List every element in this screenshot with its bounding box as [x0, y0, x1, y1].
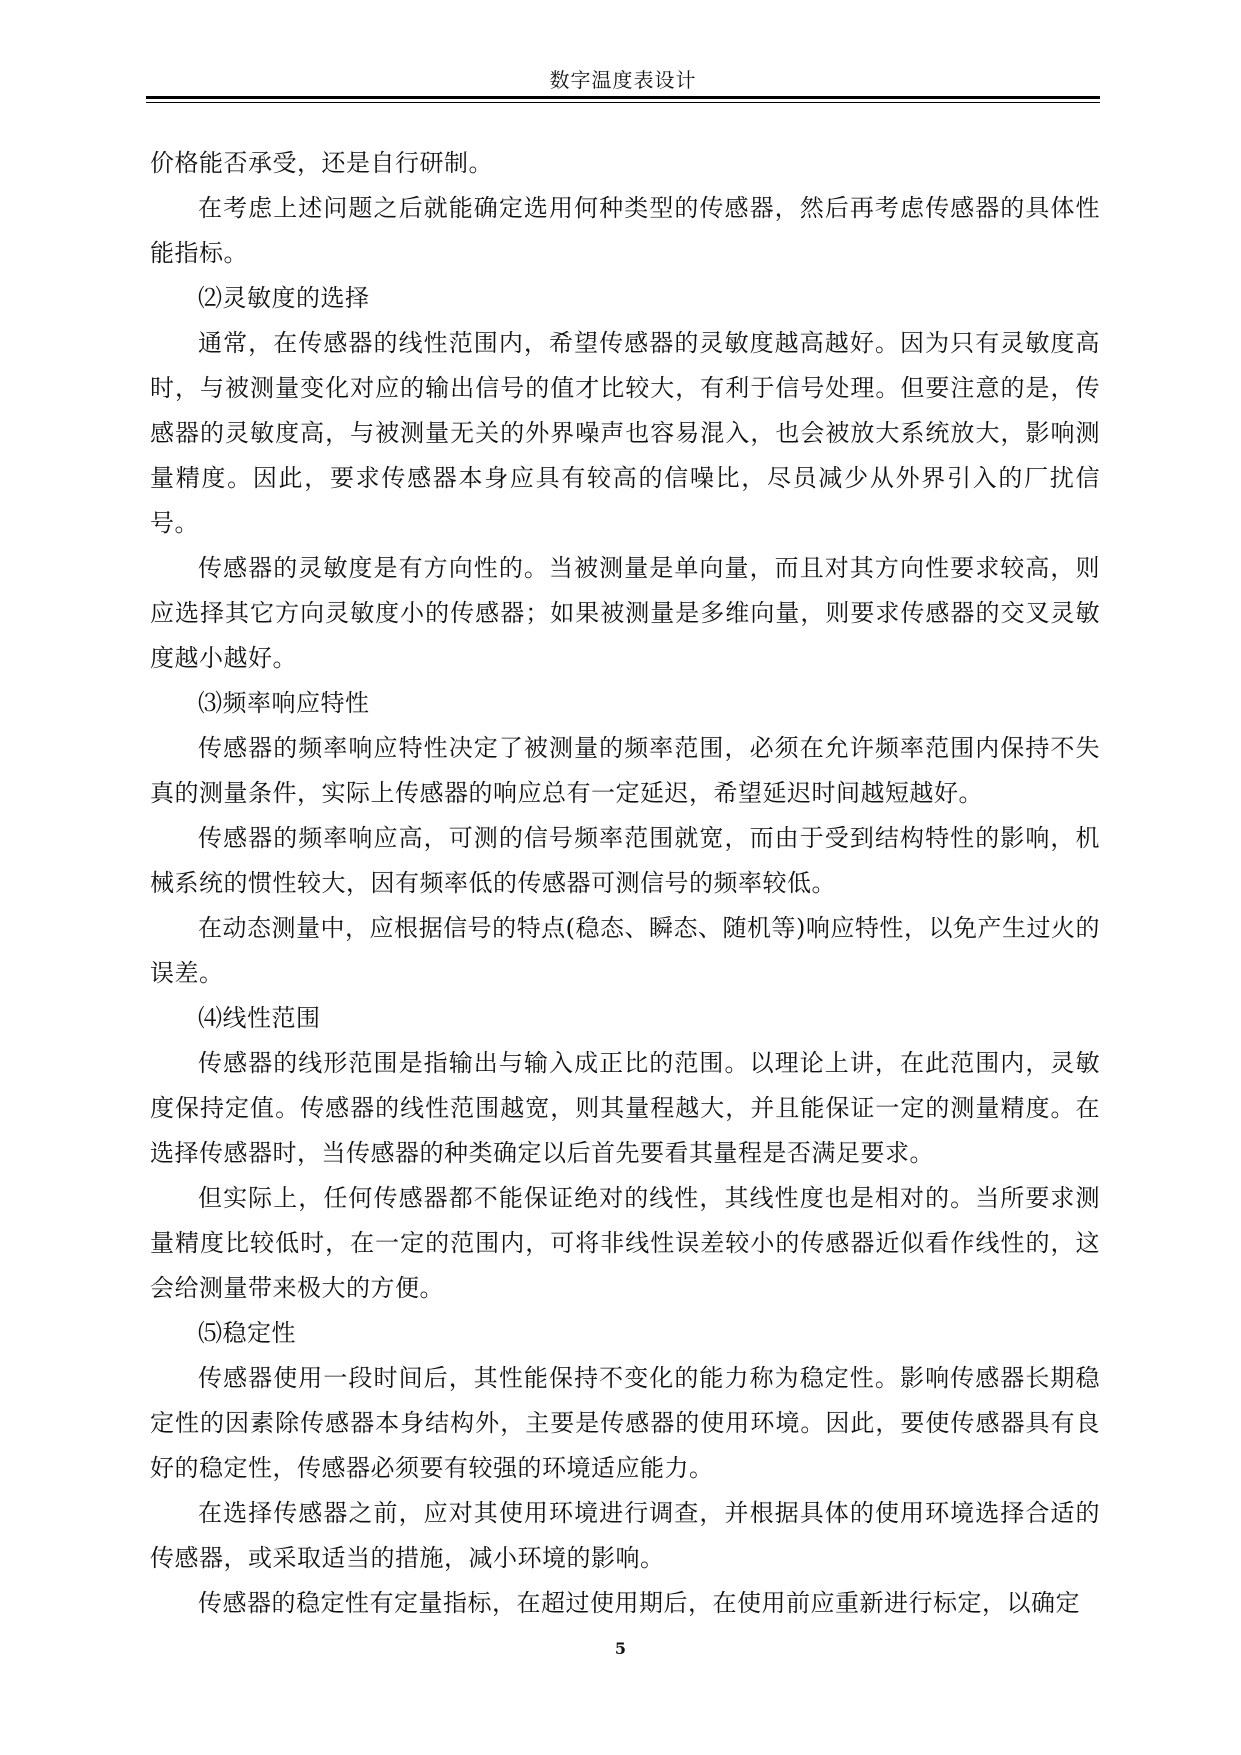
section-heading-frequency-response: ⑶频率响应特性	[198, 689, 370, 717]
section-heading-sensitivity: ⑵灵敏度的选择	[198, 284, 370, 312]
paragraph: 传感器的线形范围是指输出与输入成正比的范围。以理论上讲，在此范围内，灵敏度保持定值。传感器的线性范围越宽，则其量程越大，并且能保证一定的测量精度。在选择传感器时，当传感器的种类确定以后首先要看其量程是否满足要求。	[150, 1049, 1100, 1167]
paragraph: 在考虑上述问题之后就能确定选用何种类型的传感器，然后再考虑传感器的具体性能指标。	[150, 194, 1100, 267]
paragraph: 传感器的频率响应高，可测的信号频率范围就宽，而由于受到结构特性的影响，机械系统的惯性较大，因有频率低的传感器可测信号的频率较低。	[150, 824, 1100, 897]
paragraph: 但实际上，任何传感器都不能保证绝对的线性，其线性度也是相对的。当所要求测量精度比较低时，在一定的范围内，可将非线性误差较小的传感器近似看作线性的，这会给测量带来极大的方便。	[150, 1184, 1100, 1302]
header-rule-thick	[146, 96, 1100, 99]
header-rule-thin	[146, 102, 1100, 103]
paragraph: 通常，在传感器的线性范围内，希望传感器的灵敏度越高越好。因为只有灵敏度高时，与被测量变化对应的输出信号的值才比较大，有利于信号处理。但要注意的是，传感器的灵敏度高，与被测量无关的外界噪声也容易混入，也会被放大系统放大，影响测量精度。因此，要求传感器本身应具有较高的信噪比，尽员减少从外界引入的厂扰信号。	[150, 329, 1100, 537]
paragraph: 传感器的频率响应特性决定了被测量的频率范围，必须在允许频率范围内保持不失真的测量条件，实际上传感器的响应总有一定延迟，希望延迟时间越短越好。	[150, 734, 1100, 807]
paragraph: 在选择传感器之前，应对其使用环境进行调查，并根据具体的使用环境选择合适的传感器，或采取适当的措施，减小环境的影响。	[150, 1499, 1100, 1572]
section-heading-stability: ⑸稳定性	[198, 1319, 296, 1347]
section-heading-linear-range: ⑷线性范围	[198, 1004, 321, 1032]
paragraph: 在动态测量中，应根据信号的特点(稳态、瞬态、随机等)响应特性，以免产生过火的误差。	[150, 914, 1100, 987]
paragraph: 传感器的稳定性有定量指标，在超过使用期后，在使用前应重新进行标定，以确定	[198, 1589, 1080, 1617]
page-number: 5	[614, 1639, 627, 1658]
body-text	[150, 141, 1100, 1626]
paragraph: 传感器使用一段时间后，其性能保持不变化的能力称为稳定性。影响传感器长期稳定性的因素除传感器本身结构外，主要是传感器的使用环境。因此，要使传感器具有良好的稳定性，传感器必须要有较强的环境适应能力。	[150, 1364, 1100, 1482]
paragraph: 传感器的灵敏度是有方向性的。当被测量是单向量，而且对其方向性要求较高，则应选择其它方向灵敏度小的传感器；如果被测量是多维向量，则要求传感器的交叉灵敏度越小越好。	[150, 554, 1100, 672]
running-header: 数字温度表设计	[549, 68, 697, 92]
paragraph-continued: 价格能否承受，还是自行研制。	[150, 149, 493, 177]
